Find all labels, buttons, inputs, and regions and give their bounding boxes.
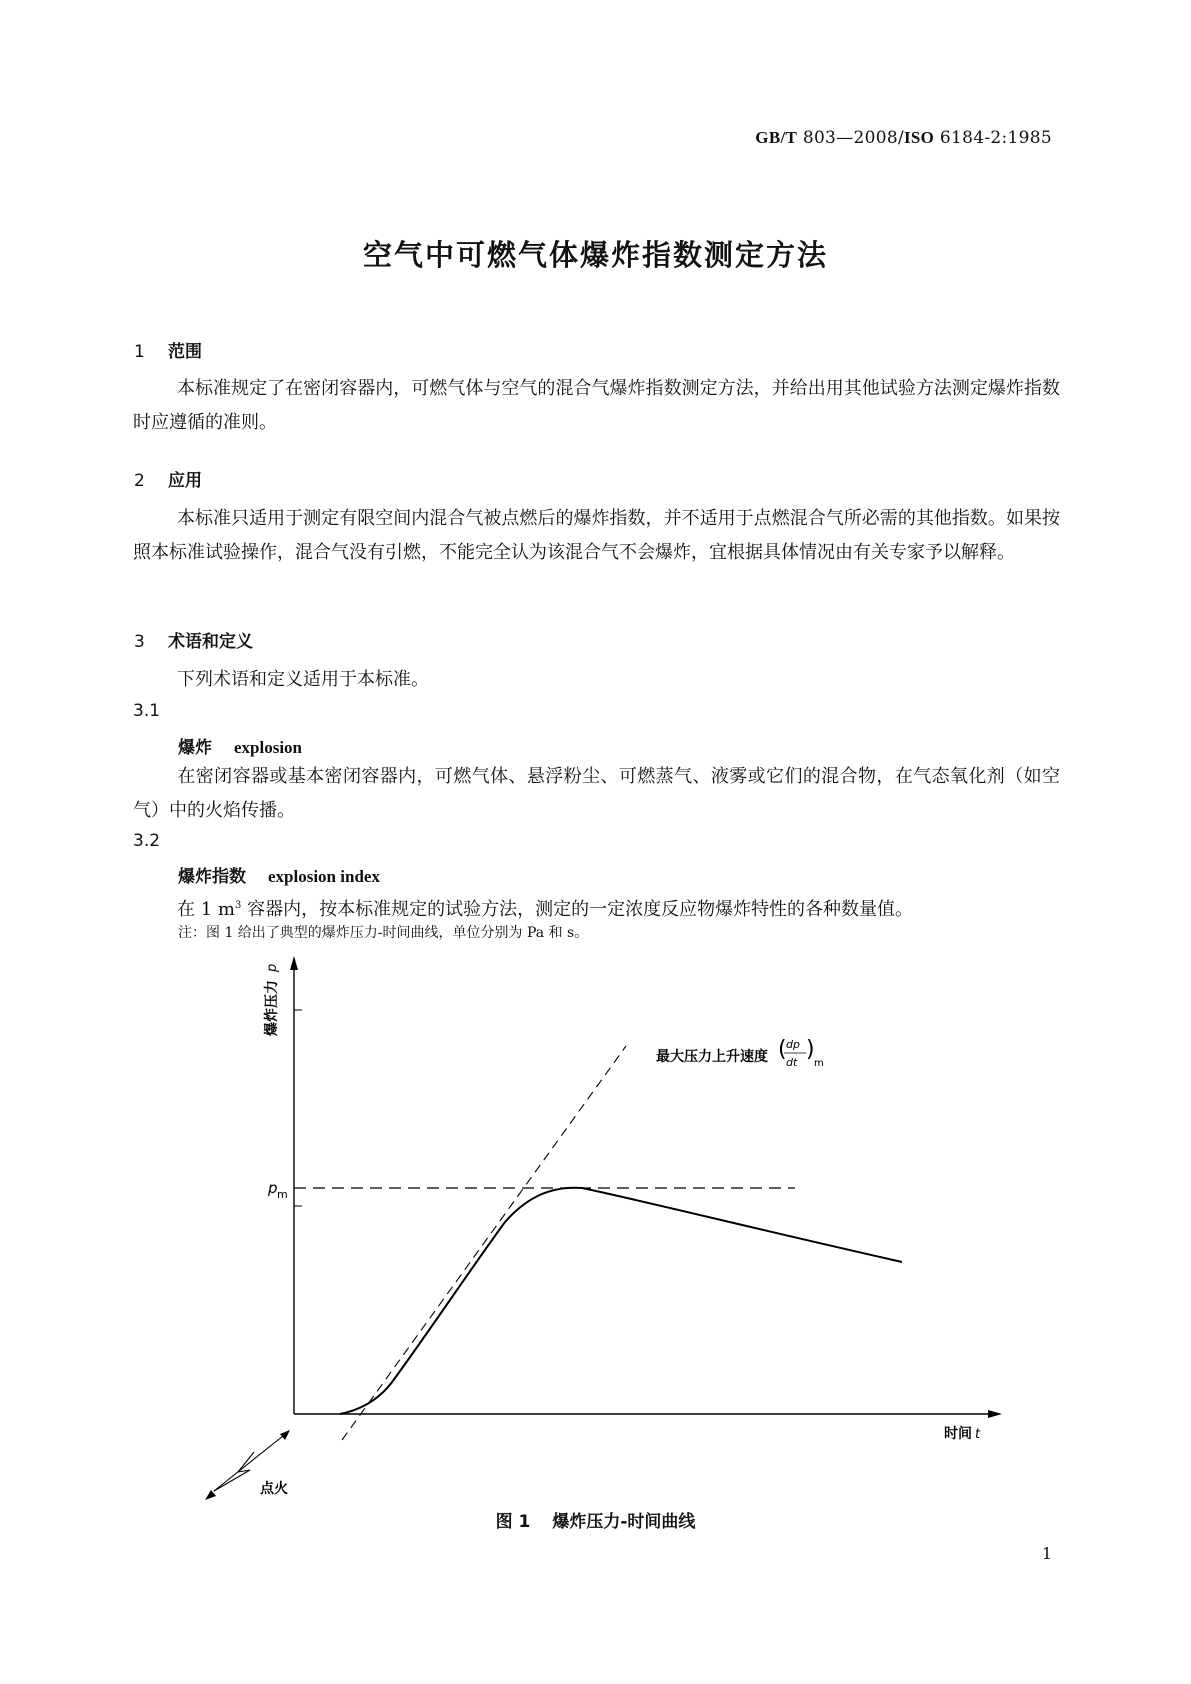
- terms-intro: 下列术语和定义适用于本标准。: [177, 669, 429, 690]
- paren-left: (: [778, 1037, 787, 1062]
- frac-den: dt: [786, 1056, 798, 1069]
- frac-num: dp: [786, 1038, 800, 1051]
- scope-paragraph: 本标准规定了在密闭容器内，可燃气体与空气的混合气爆炸指数测定方法，并给出用其他试验方法测定爆炸指数时应遵循的准则。: [133, 378, 1060, 433]
- clause-3-1: 3.1: [133, 701, 161, 721]
- tangent-label: 最大压力上升速度: [656, 1049, 768, 1065]
- x-axis-symbol: t: [975, 1427, 981, 1442]
- tangent-subscript: m: [814, 1058, 824, 1069]
- tangent-dashed-line: [342, 1046, 626, 1440]
- ignition-spark-icon: [214, 1452, 254, 1491]
- section-2-heading: 2 应用: [134, 471, 202, 491]
- pm-subscript: m: [277, 1188, 288, 1201]
- clause-3-2: 3.2: [133, 831, 161, 851]
- standard-number: GB/T 803—2008/ISO 6184-2:1985: [755, 128, 1052, 148]
- section-1-heading: 1 范围: [134, 342, 202, 362]
- pm-label: p: [268, 1179, 278, 1197]
- application-paragraph: 本标准只适用于测定有限空间内混合气被点燃后的爆炸指数，并不适用于点燃混合气所必需的其他指数。如果按照本标准试验操作，混合气没有引燃，不能完全认为该混合气不会爆炸，宜根据具体情况由有关专家予以解释。: [133, 508, 1060, 563]
- ignition-label: 点火: [260, 1481, 288, 1497]
- y-axis-symbol: p: [265, 963, 280, 972]
- document-title: 空气中可燃气体爆炸指数测定方法: [362, 238, 828, 272]
- ignition-arrow: [280, 1430, 290, 1440]
- y-axis-arrow: [290, 956, 298, 970]
- section-3-heading: 3 术语和定义: [134, 632, 253, 652]
- x-axis-label: 时间: [944, 1426, 972, 1442]
- term-explosion: 爆炸 explosion: [178, 738, 303, 758]
- note: 注：图 1 给出了典型的爆炸压力-时间曲线，单位分别为 Pa 和 s。: [178, 925, 589, 941]
- pressure-curve: [340, 1188, 902, 1414]
- page-number: 1: [1041, 1544, 1052, 1563]
- term-explosion-index: 爆炸指数 explosion index: [178, 867, 380, 887]
- definition-3-2: 在 1 $m^3$ 容器内，按本标准规定的试验方法，测定的一定浓度反应物爆炸特性的各种数量值。: [177, 899, 914, 920]
- ignition-arrow-lower: [205, 1490, 216, 1500]
- figure-caption: 图 1 爆炸压力-时间曲线: [495, 1512, 696, 1532]
- y-axis-label: 爆炸压力: [264, 980, 280, 1036]
- definition-3-1: 在密闭容器或基本密闭容器内，可燃气体、悬浮粉尘、可燃蒸气、液雾或它们的混合物，在气态氧化剂（如空气）中的火焰传播。: [133, 766, 1060, 821]
- paren-right: ): [806, 1037, 815, 1062]
- x-axis-arrow: [988, 1410, 1002, 1418]
